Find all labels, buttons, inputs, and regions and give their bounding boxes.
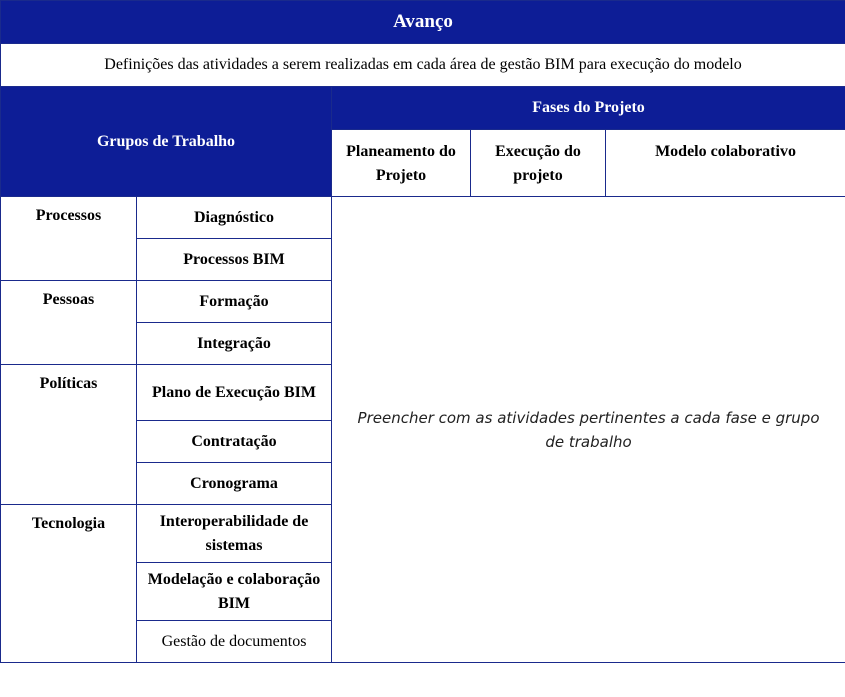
subgroup-name: Contratação (137, 421, 332, 463)
groups-header: Grupos de Trabalho (1, 87, 332, 197)
subgroup-name: Plano de Execução BIM (137, 365, 332, 421)
phase-column-header: Modelo colaborativo (606, 130, 845, 197)
subgroup-name: Formação (137, 281, 332, 323)
subgroup-name: Modelação e colaboração BIM (137, 563, 332, 621)
phase-column-header: Execução do projeto (471, 130, 606, 197)
subgroup-name: Gestão de documentos (137, 621, 332, 663)
subgroup-name: Processos BIM (137, 239, 332, 281)
group-name: Pessoas (1, 281, 137, 365)
phase-column-header: Planeamento do Projeto (332, 130, 471, 197)
subgroup-name: Integração (137, 323, 332, 365)
table-subtitle: Definições das atividades a serem realizadas em cada área de gestão BIM para execução do modelo (1, 44, 845, 87)
phases-header: Fases do Projeto (332, 87, 845, 130)
subgroup-name: Diagnóstico (137, 197, 332, 239)
table-title: Avanço (1, 1, 845, 44)
group-name: Políticas (1, 365, 137, 505)
activities-placeholder: Preencher com as atividades pertinentes a cada fase e grupo de trabalho (332, 197, 845, 663)
group-name: Processos (1, 197, 137, 281)
group-name: Tecnologia (1, 505, 137, 663)
subgroup-name: Interoperabilidade de sistemas (137, 505, 332, 563)
subgroup-name: Cronograma (137, 463, 332, 505)
